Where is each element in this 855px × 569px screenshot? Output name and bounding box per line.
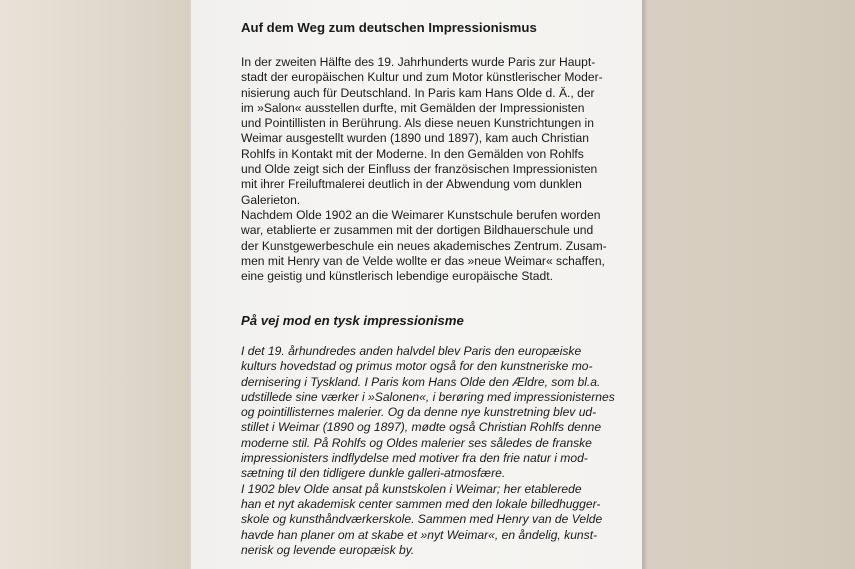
german-line: und Olde zeigt sich der Einfluss der französischen Impressionisten <box>241 162 598 177</box>
danish-line: moderne stil. På Rohlfs og Oldes malerier ses således de franske <box>241 435 592 450</box>
german-line: stadt der europäischen Kultur und zum Motor künstlerischer Moder- <box>241 70 603 85</box>
danish-line: I 1902 blev Olde ansat på kunstskolen i Weimar; her etablerede <box>241 481 582 496</box>
exhibition-text-panel <box>190 0 642 569</box>
danish-line: skole og kunsthåndværkerskole. Sammen med Henry van de Velde <box>241 512 603 527</box>
danish-line: nerisk og levende europæisk by. <box>241 542 415 557</box>
german-line: Galerieton. <box>241 192 301 207</box>
german-line: Rohlfs in Kontakt mit der Moderne. In den Gemälden von Rohlfs <box>241 146 584 161</box>
danish-line: og pointillisternes malerier. Og da denne nye kunstretning blev ud- <box>241 405 597 420</box>
danish-heading-block <box>241 313 621 328</box>
german-line: Nachdem Olde 1902 an die Weimarer Kunstschule berufen worden <box>241 207 601 222</box>
german-paragraph <box>241 55 621 284</box>
german-line: In der zweiten Hälfte des 19. Jahrhunderts wurde Paris zur Haupt- <box>241 55 596 69</box>
danish-line: udstillede sine værker i »Salonen«, i berøring med impressionisternes <box>241 389 615 404</box>
danish-line: kulturs hovedstad og primus motor også for den kunstneriske mo- <box>241 359 593 374</box>
danish-line: havde han planer om at skabe et »nyt Weimar«, en åndelig, kunst- <box>241 527 598 542</box>
german-line: Weimar ausgestellt wurden (1890 und 1897), kam auch Christian <box>241 131 589 146</box>
german-heading-block <box>241 20 621 35</box>
german-line: mit ihrer Freiluftmalerei deutlich in der Abwendung vom dunklen <box>241 177 582 192</box>
danish-line: impressionisters indflydelse med motiver fra den frie natur i mod- <box>241 451 588 466</box>
danish-line: sætning til den tidligere dunkle galleri-atmosfære. <box>241 466 506 481</box>
danish-heading: På vej mod en tysk impressionisme <box>241 313 464 328</box>
german-line: eine geistig und künstlerisch lebendige europäische Stadt. <box>241 269 553 284</box>
danish-line: I det 19. århundredes anden halvdel blev Paris den europæiske <box>241 344 582 358</box>
danish-line: han et nyt akademisk center sammen med den lokale billedhugger- <box>241 496 601 511</box>
danish-paragraph <box>241 344 621 558</box>
german-line: und Pointillisten in Berührung. Als diese neuen Kunstrichtungen in <box>241 116 594 131</box>
danish-line: stillet i Weimar (1890 og 1897), mødte også Christian Rohlfs denne <box>241 420 602 435</box>
danish-line: dernisering i Tyskland. I Paris kom Hans Olde den Ældre, som bl.a. <box>241 374 601 389</box>
wall-right <box>645 0 855 569</box>
german-line: war, etablierte er zusammen mit der dortigen Bildhauerschule und <box>241 223 594 238</box>
german-line: im »Salon« ausstellen durfte, mit Gemälden der Impressionisten <box>241 100 585 115</box>
german-line: men mit Henry van de Velde wollte er das »neue Weimar« schaffen, <box>241 253 605 268</box>
german-line: nisierung auch für Deutschland. In Paris kam Hans Olde d. Ä., der <box>241 85 595 100</box>
german-heading: Auf dem Weg zum deutschen Impressionismus <box>241 20 537 35</box>
german-line: der Kunstgewerbeschule ein neues akademisches Zentrum. Zusam- <box>241 238 607 253</box>
